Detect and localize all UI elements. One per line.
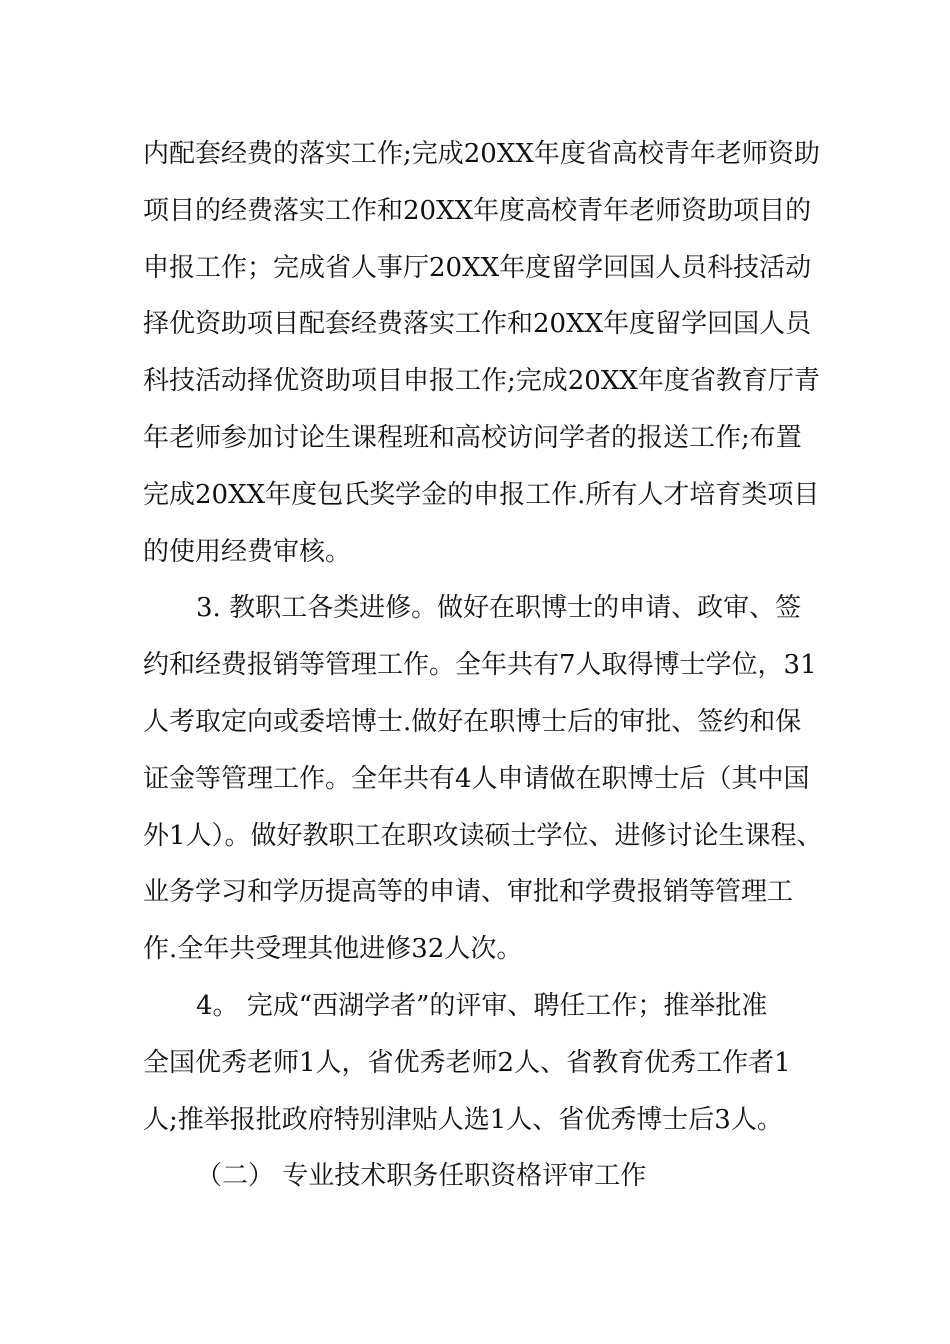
paragraph-3-start: 3. 教职工各类进修。做好在职博士的申请、政审、签 [196,593,802,624]
text-line: 完成20XX年度包氏奖学金的申报工作.所有人才培育类项目 [143,479,820,510]
section-heading: （二） 专业技术职务任职资格评审工作 [196,1161,647,1192]
text-line: 项目的经费落实工作和20XX年度高校青年老师资助项目的 [143,195,812,226]
document-body [143,126,823,1205]
text-line: 申报工作；完成省人事厅20XX年度留学回国人员科技活动 [143,252,812,283]
text-line: 全国优秀老师1人，省优秀老师2人、省教育优秀工作者1 [143,1047,791,1078]
text-line: 作.全年共受理其他进修32人次。 [143,934,523,965]
text-line: 人考取定向或委培博士.做好在职博士后的审批、签约和保 [143,706,802,737]
text-line: 科技活动择优资助项目申报工作;完成20XX年度省教育厅青 [143,366,820,397]
text-line: 的使用经费审核。 [143,536,352,567]
text-line: 证金等管理工作。全年共有4人申请做在职博士后（其中国 [143,763,810,794]
text-line: 约和经费报销等管理工作。全年共有7人取得博士学位，31 [143,650,817,681]
text-line: 择优资助项目配套经费落实工作和20XX年度留学回国人员 [143,309,812,340]
text-line: 内配套经费的落实工作;完成20XX年度省高校青年老师资助 [143,139,820,169]
text-line: 人;推举报批政府特别津贴人选1人、省优秀博士后3人。 [143,1104,783,1135]
text-line: 外1人）。做好教职工在职攻读硕士学位、进修讨论生课程、 [143,820,823,851]
text-line: 年老师参加讨论生课程班和高校访问学者的报送工作;布置 [143,422,802,453]
text-line: 业务学习和学历提高等的申请、审批和学费报销等管理工 [143,877,794,908]
paragraph-4-start: 4。 完成“西湖学者”的评审、聘任工作；推举批准 [196,990,768,1021]
